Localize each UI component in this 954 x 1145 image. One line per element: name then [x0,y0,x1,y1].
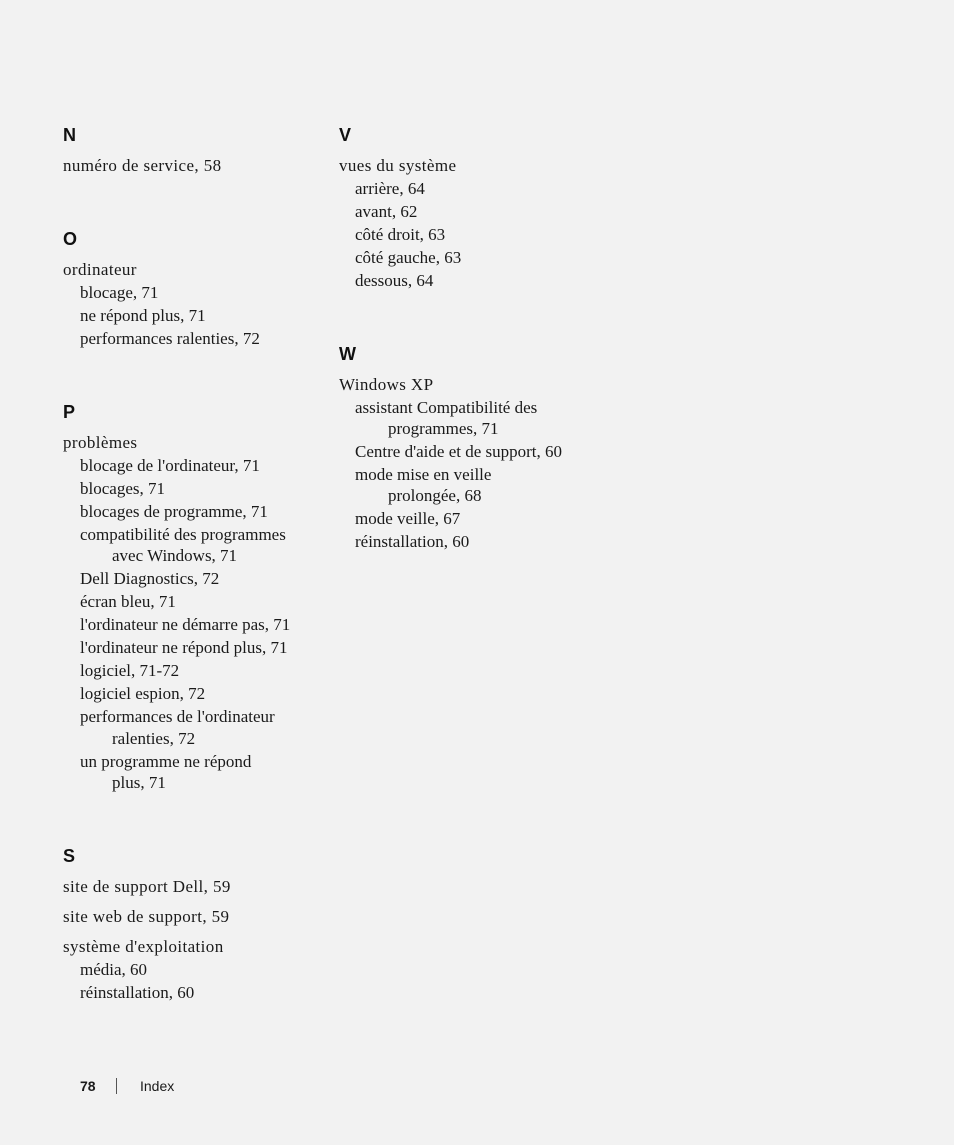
index-subentry: compatibilité des programmes [80,525,286,544]
section-letter-p: P [63,402,76,422]
footer-section-label: Index [140,1078,175,1094]
index-entry: site web de support, 59 [63,907,230,926]
section-letter-v: V [339,125,352,145]
index-entry: site de support Dell, 59 [63,877,231,896]
index-subentry-continuation: plus, 71 [112,773,166,792]
index-subentry: blocage de l'ordinateur, 71 [80,456,260,475]
index-subentry: côté gauche, 63 [355,248,462,267]
index-subentry: Centre d'aide et de support, 60 [355,442,563,461]
index-entry: vues du système [339,156,457,175]
index-subentry: blocages, 71 [80,479,165,498]
index-subentry: réinstallation, 60 [80,983,195,1002]
index-subentry: logiciel espion, 72 [80,684,206,703]
index-subentry: performances de l'ordinateur [80,707,275,726]
section-letter-n: N [63,125,76,145]
index-subentry: dessous, 64 [355,271,434,290]
index-subentry: côté droit, 63 [355,225,446,244]
index-subentry: média, 60 [80,960,148,979]
index-subentry: écran bleu, 71 [80,592,176,611]
index-subentry: mode veille, 67 [355,509,461,528]
index-subentry-continuation: ralenties, 72 [112,729,196,748]
index-subentry-continuation: programmes, 71 [388,419,499,438]
index-entry: numéro de service, 58 [63,156,222,175]
index-subentry: avant, 62 [355,202,418,221]
index-subentry: mode mise en veille [355,465,492,484]
index-subentry: blocages de programme, 71 [80,502,268,521]
index-subentry: performances ralenties, 72 [80,329,260,348]
section-letter-o: O [63,229,78,249]
footer-separator [116,1078,117,1094]
index-subentry: assistant Compatibilité des [355,398,538,417]
index-subentry: l'ordinateur ne répond plus, 71 [80,638,288,657]
index-subentry-continuation: prolongée, 68 [388,486,482,505]
section-letter-w: W [339,344,356,364]
index-entry: système d'exploitation [63,937,224,956]
index-entry: ordinateur [63,260,137,279]
index-subentry: un programme ne répond [80,752,252,771]
index-subentry-continuation: avec Windows, 71 [112,546,238,565]
index-subentry: l'ordinateur ne démarre pas, 71 [80,615,291,634]
index-subentry: ne répond plus, 71 [80,306,206,325]
index-subentry: blocage, 71 [80,283,159,302]
index-subentry: Dell Diagnostics, 72 [80,569,220,588]
index-subentry: réinstallation, 60 [355,532,470,551]
page-number: 78 [80,1078,96,1094]
index-subentry: arrière, 64 [355,179,425,198]
index-entry: problèmes [63,433,138,452]
index-subentry: logiciel, 71-72 [80,661,180,680]
index-entry: Windows XP [339,375,434,394]
section-letter-s: S [63,846,76,866]
